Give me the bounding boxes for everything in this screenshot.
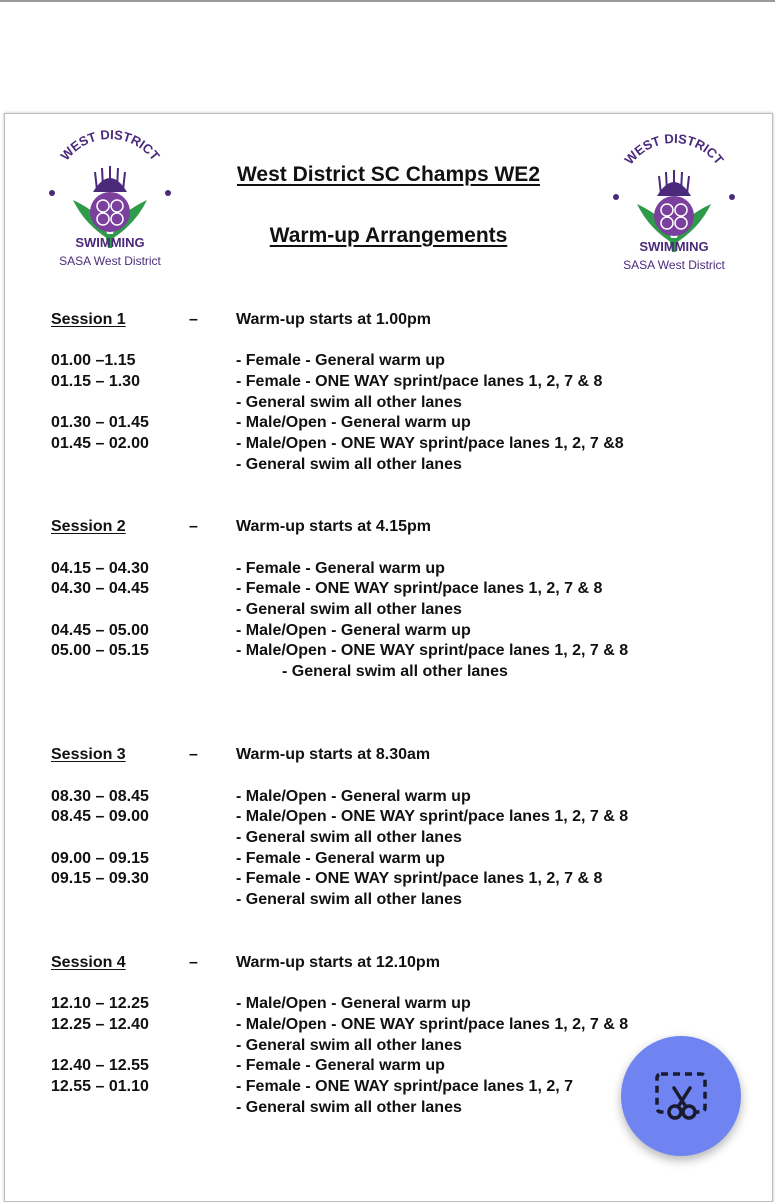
session-start: Warm-up starts at 12.10pm [236,954,440,971]
row-desc: - General swim all other lanes [236,1099,462,1116]
row-desc: - Male/Open - ONE WAY sprint/pace lanes 1, 2, 7 &8 [236,435,624,452]
session-dash: – [189,518,198,535]
row-desc: - Male/Open - General warm up [236,622,471,639]
row-time: 01.15 – 1.30 [51,373,140,390]
row-time: 01.30 – 01.45 [51,414,149,431]
row-time: 12.55 – 01.10 [51,1078,149,1095]
session-start: Warm-up starts at 4.15pm [236,518,432,535]
row-time: 08.30 – 08.45 [51,788,149,805]
session-label: Session 3 [51,746,126,763]
session-dash: – [189,954,198,971]
session-dash: – [189,746,198,763]
session-start: Warm-up starts at 8.30am [236,746,431,763]
document-title: West District SC Champs WE2 [236,163,540,186]
logo-org-text: SASA West District [59,254,161,268]
row-time: 08.45 – 09.00 [51,808,149,825]
row-time: 01.00 –1.15 [51,352,136,369]
logo-arc-text: WEST DISTRICT [621,134,727,168]
logo-left [45,130,175,280]
row-desc: - Male/Open - ONE WAY sprint/pace lanes 1, 2, 7 & 8 [236,642,629,659]
row-desc: - General swim all other lanes [236,1037,462,1054]
row-desc: - Male/Open - ONE WAY sprint/pace lanes 1, 2, 7 & 8 [236,1016,629,1033]
document-subtitle: Warm-up Arrangements [269,224,508,247]
row-desc: - General swim all other lanes [236,456,462,473]
session-dash: – [189,311,198,328]
session-label: Session 4 [51,954,126,971]
session-label: Session 2 [51,518,126,535]
logo-swimming-text: SWIMMING [639,239,709,254]
row-desc: - Female - ONE WAY sprint/pace lanes 1, 2, 7 [236,1078,574,1095]
row-time: 05.00 – 05.15 [51,642,149,659]
row-time: 04.30 – 04.45 [51,580,149,597]
row-time: 01.45 – 02.00 [51,435,149,452]
row-desc: - Female - ONE WAY sprint/pace lanes 1, 2, 7 & 8 [236,580,603,597]
logo-arc-text: WEST DISTRICT [57,130,163,164]
row-desc: - Female - General warm up [236,560,445,577]
row-desc: - Female - ONE WAY sprint/pace lanes 1, 2, 7 & 8 [236,373,603,390]
screenshot-crop-button[interactable] [621,1036,741,1156]
row-desc: - General swim all other lanes [282,663,508,680]
row-desc: - Female - General warm up [236,352,445,369]
row-time: 12.25 – 12.40 [51,1016,149,1033]
row-time: 12.10 – 12.25 [51,995,149,1012]
row-desc: - General swim all other lanes [236,891,462,908]
session-label: Session 1 [51,311,126,328]
screenshot-scissors-icon [653,1068,709,1124]
row-time: 04.45 – 05.00 [51,622,149,639]
row-desc: - Male/Open - General warm up [236,788,471,805]
logo-org-text: SASA West District [623,258,725,272]
row-desc: - Male/Open - ONE WAY sprint/pace lanes 1, 2, 7 & 8 [236,808,629,825]
row-desc: - Female - General warm up [236,850,445,867]
logo-swimming-text: SWIMMING [75,235,145,250]
logo-right [609,134,739,284]
row-desc: - General swim all other lanes [236,601,462,618]
row-time: 04.15 – 04.30 [51,560,149,577]
row-time: 09.00 – 09.15 [51,850,149,867]
row-desc: - Female - ONE WAY sprint/pace lanes 1, 2, 7 & 8 [236,870,603,887]
row-desc: - General swim all other lanes [236,829,462,846]
row-desc: - Male/Open - General warm up [236,414,471,431]
row-desc: - General swim all other lanes [236,394,462,411]
session-start: Warm-up starts at 1.00pm [236,311,432,328]
svg-text:WEST DISTRICT [57,130,162,163]
document-page [4,113,773,1202]
row-time: 09.15 – 09.30 [51,870,149,887]
row-time: 12.40 – 12.55 [51,1057,149,1074]
row-desc: - Female - General warm up [236,1057,445,1074]
row-desc: - Male/Open - General warm up [236,995,471,1012]
